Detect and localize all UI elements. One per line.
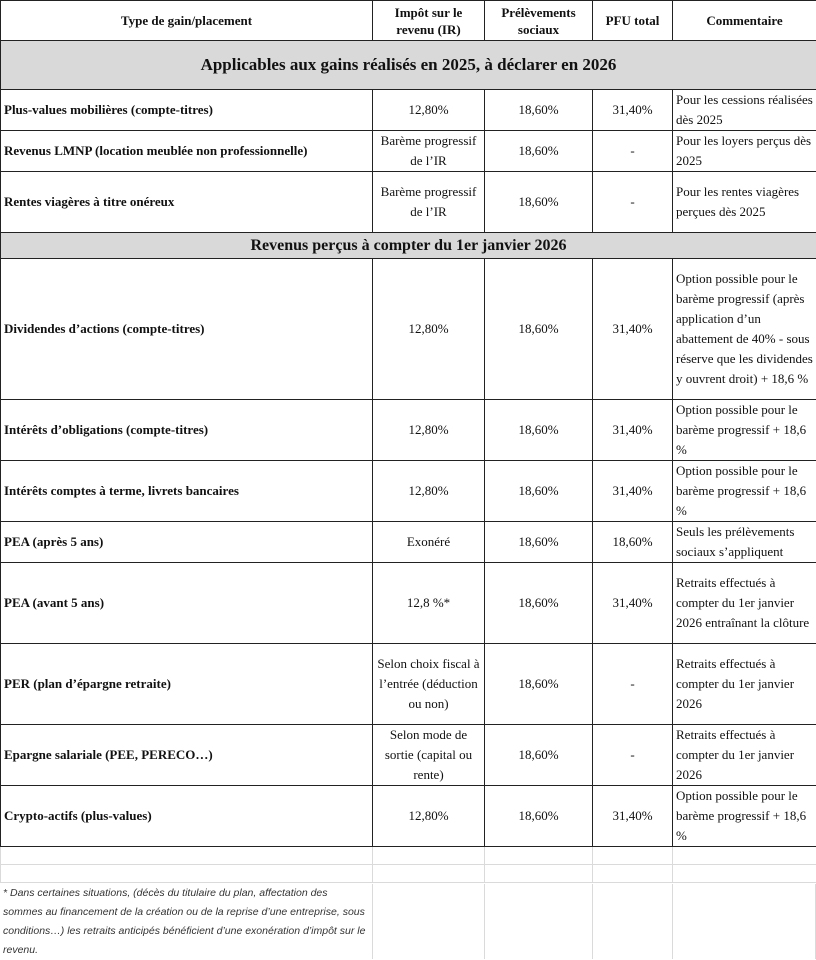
row-comment: Option possible pour le barème progressif + 18,6 %: [673, 400, 816, 461]
row-comment: Pour les rentes viagères perçues dès 2025: [673, 172, 816, 233]
table-row: [1, 725, 816, 786]
empty-cell: [593, 865, 673, 883]
row-ir: Exonéré: [373, 522, 485, 563]
empty-cell: [1, 847, 373, 865]
row-pfu: 31,40%: [593, 259, 673, 400]
row-type: PEA (après 5 ans): [1, 522, 373, 563]
section-header: [1, 233, 816, 259]
empty-cell: [593, 847, 673, 865]
row-ir: 12,80%: [373, 400, 485, 461]
empty-grid-row: [1, 865, 816, 883]
row-pfu: -: [593, 644, 673, 725]
table-row: [1, 90, 816, 131]
row-ir: 12,80%: [373, 461, 485, 522]
table-row: [1, 461, 816, 522]
header-type: Type de gain/placement: [1, 1, 373, 41]
row-pfu: -: [593, 131, 673, 172]
row-ps: 18,60%: [485, 259, 593, 400]
row-pfu: -: [593, 172, 673, 233]
row-ps: 18,60%: [485, 131, 593, 172]
row-ps: 18,60%: [485, 400, 593, 461]
row-ir: 12,80%: [373, 259, 485, 400]
row-comment: Option possible pour le barème progressif (après application d’un abattement de 40% - sous réserve que les dividendes y ouvrent droit) + 18,6 %: [673, 259, 816, 400]
header-comment: Commentaire: [673, 1, 816, 41]
footnote: * Dans certaines situations, (décès du titulaire du plan, affectation des sommes au financement de la création ou de la reprise d’une entreprise, sous conditions…) les retraits anticipés bénéficient d’une exonération d’impôt sur le revenu.: [0, 884, 369, 959]
row-ir: Selon mode de sortie (capital ou rente): [373, 725, 485, 786]
table-row: [1, 563, 816, 644]
header-ps: Prélèvements sociaux: [485, 1, 593, 41]
row-ir: Selon choix fiscal à l’entrée (déduction ou non): [373, 644, 485, 725]
table-row: [1, 259, 816, 400]
row-comment: Retraits effectués à compter du 1er janvier 2026 entraînant la clôture: [673, 563, 816, 644]
row-type: Intérêts d’obligations (compte-titres): [1, 400, 373, 461]
row-comment: Pour les cessions réalisées dès 2025: [673, 90, 816, 131]
row-type: Plus-values mobilières (compte-titres): [1, 90, 373, 131]
row-type: PEA (avant 5 ans): [1, 563, 373, 644]
row-ps: 18,60%: [485, 786, 593, 847]
row-type: Dividendes d’actions (compte-titres): [1, 259, 373, 400]
grid-line: [372, 884, 373, 959]
row-ir: 12,80%: [373, 786, 485, 847]
row-type: PER (plan d’épargne retraite): [1, 644, 373, 725]
section-header: [1, 41, 816, 90]
row-type: Intérêts comptes à terme, livrets bancaires: [1, 461, 373, 522]
table-row: [1, 522, 816, 563]
row-comment: Option possible pour le barème progressif + 18,6 %: [673, 786, 816, 847]
section-title: Applicables aux gains réalisés en 2025, à déclarer en 2026: [1, 41, 816, 90]
row-comment: Seuls les prélèvements sociaux s’appliquent: [673, 522, 816, 563]
grid-line: [592, 884, 593, 959]
empty-grid-row: [1, 847, 816, 865]
header-row: [1, 1, 816, 41]
row-ir: Barème progressif de l’IR: [373, 131, 485, 172]
empty-cell: [673, 847, 816, 865]
table-row: [1, 172, 816, 233]
row-ir: Barème progressif de l’IR: [373, 172, 485, 233]
grid-line: [484, 884, 485, 959]
section-title: Revenus perçus à compter du 1er janvier 2026: [1, 233, 816, 259]
row-pfu: 31,40%: [593, 90, 673, 131]
row-comment: Retraits effectués à compter du 1er janvier 2026: [673, 644, 816, 725]
row-ir: 12,8 %*: [373, 563, 485, 644]
table-row: [1, 131, 816, 172]
row-comment: Option possible pour le barème progressif + 18,6 %: [673, 461, 816, 522]
row-ps: 18,60%: [485, 172, 593, 233]
row-ir: 12,80%: [373, 90, 485, 131]
row-comment: Pour les loyers perçus dès 2025: [673, 131, 816, 172]
header-pfu: PFU total: [593, 1, 673, 41]
row-pfu: 31,40%: [593, 563, 673, 644]
empty-cell: [373, 847, 485, 865]
row-pfu: 31,40%: [593, 461, 673, 522]
table-row: [1, 786, 816, 847]
row-pfu: 18,60%: [593, 522, 673, 563]
empty-cell: [673, 865, 816, 883]
row-type: Epargne salariale (PEE, PERECO…): [1, 725, 373, 786]
row-ps: 18,60%: [485, 563, 593, 644]
header-ir: Impôt sur le revenu (IR): [373, 1, 485, 41]
row-type: Rentes viagères à titre onéreux: [1, 172, 373, 233]
row-ps: 18,60%: [485, 90, 593, 131]
grid-line: [672, 884, 673, 959]
row-pfu: 31,40%: [593, 786, 673, 847]
row-ps: 18,60%: [485, 644, 593, 725]
table-row: [1, 400, 816, 461]
row-ps: 18,60%: [485, 725, 593, 786]
row-pfu: -: [593, 725, 673, 786]
row-ps: 18,60%: [485, 522, 593, 563]
empty-cell: [1, 865, 373, 883]
row-comment: Retraits effectués à compter du 1er janvier 2026: [673, 725, 816, 786]
row-type: Crypto-actifs (plus-values): [1, 786, 373, 847]
empty-cell: [485, 847, 593, 865]
empty-cell: [485, 865, 593, 883]
empty-cell: [373, 865, 485, 883]
row-ps: 18,60%: [485, 461, 593, 522]
row-type: Revenus LMNP (location meublée non professionnelle): [1, 131, 373, 172]
row-pfu: 31,40%: [593, 400, 673, 461]
table-row: [1, 644, 816, 725]
